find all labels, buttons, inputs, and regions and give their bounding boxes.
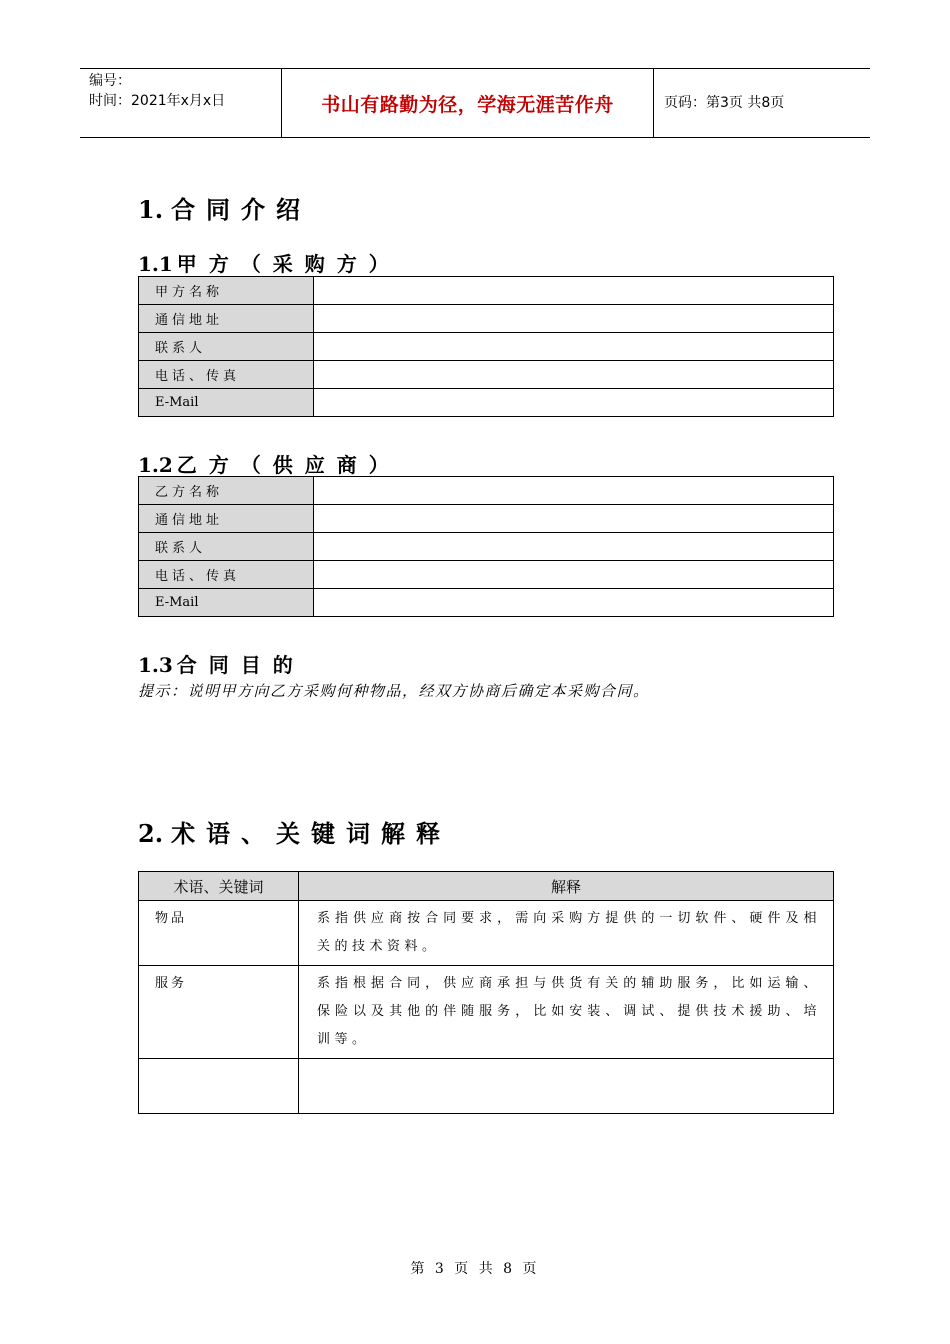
- terms-column-header-explanation: 解释: [299, 872, 834, 901]
- party-a-contact-field[interactable]: [314, 333, 834, 361]
- table-row: [139, 1059, 834, 1114]
- party-b-title: 乙方（供应商）: [176, 453, 401, 477]
- party-b-name-field[interactable]: [314, 477, 834, 505]
- party-a-name-label: 甲方名称: [139, 277, 314, 305]
- section-1-number: 1.: [138, 195, 164, 224]
- page-header: [80, 68, 870, 138]
- page-footer: 第 3 页 共 8 页: [410, 1261, 540, 1277]
- term-explanation-cell: 系指供应商按合同要求，需向采购方提供的一切软件、硬件及相关的技术资料。: [299, 901, 834, 966]
- party-a-table: [138, 276, 834, 417]
- party-b-address-label: 通信地址: [139, 505, 314, 533]
- purpose-heading: [138, 649, 305, 678]
- table-row: [139, 305, 834, 333]
- party-b-table: [138, 476, 834, 617]
- table-row: [139, 477, 834, 505]
- party-a-email-field[interactable]: [314, 389, 834, 417]
- party-a-title: 甲方（采购方）: [176, 252, 401, 276]
- term-cell: 服务: [139, 966, 299, 1059]
- term-cell: 物品: [139, 901, 299, 966]
- term-explanation-cell[interactable]: [299, 1059, 834, 1114]
- document-date-label: 时间：2021年x月x日: [89, 93, 226, 109]
- party-a-contact-label: 联系人: [139, 333, 314, 361]
- header-center-cell: [282, 69, 654, 137]
- terms-table: [138, 871, 834, 1114]
- purpose-hint: 提示：说明甲方向乙方采购何种物品，经双方协商后确定本采购合同。: [138, 682, 650, 700]
- table-row: [139, 333, 834, 361]
- header-page-label: 页码：第3页 共8页: [664, 95, 785, 111]
- party-a-email-label: E-Mail: [139, 389, 314, 417]
- section-2-heading: [138, 814, 451, 849]
- party-a-address-field[interactable]: [314, 305, 834, 333]
- section-2-title: 术语、关键词解释: [171, 819, 452, 848]
- party-b-address-field[interactable]: [314, 505, 834, 533]
- section-2-number: 2.: [138, 819, 164, 848]
- term-explanation-cell: 系指根据合同，供应商承担与供货有关的辅助服务，比如运输、保险以及其他的伴随服务，比如安装、调试、提供技术援助、培训等。: [299, 966, 834, 1059]
- header-right-cell: [654, 69, 870, 137]
- purpose-number: 1.3: [138, 653, 173, 677]
- table-row: [139, 966, 834, 1059]
- party-b-number: 1.2: [138, 453, 173, 477]
- document-number-label: 编号：: [89, 73, 131, 89]
- term-cell[interactable]: [139, 1059, 299, 1114]
- party-b-name-label: 乙方名称: [139, 477, 314, 505]
- party-b-phone-field[interactable]: [314, 561, 834, 589]
- header-left-cell: [80, 69, 282, 137]
- party-a-phone-field[interactable]: [314, 361, 834, 389]
- table-row: [139, 361, 834, 389]
- table-row: [139, 533, 834, 561]
- party-b-email-field[interactable]: [314, 589, 834, 617]
- section-1-heading: [138, 190, 311, 225]
- terms-column-header-term: 术语、关键词: [139, 872, 299, 901]
- purpose-title: 合同目的: [176, 653, 305, 677]
- party-a-number: 1.1: [138, 252, 173, 276]
- section-1-title: 合同介绍: [171, 195, 312, 224]
- party-a-heading: [138, 248, 401, 277]
- table-row: [139, 505, 834, 533]
- party-a-address-label: 通信地址: [139, 305, 314, 333]
- party-a-phone-label: 电话、传真: [139, 361, 314, 389]
- table-row: [139, 901, 834, 966]
- party-b-heading: [138, 449, 401, 478]
- party-a-name-field[interactable]: [314, 277, 834, 305]
- table-row: [139, 277, 834, 305]
- table-row: [139, 561, 834, 589]
- table-row: [139, 589, 834, 617]
- party-b-contact-field[interactable]: [314, 533, 834, 561]
- party-b-contact-label: 联系人: [139, 533, 314, 561]
- party-b-phone-label: 电话、传真: [139, 561, 314, 589]
- table-row: [139, 389, 834, 417]
- table-header-row: [139, 872, 834, 901]
- header-motto: 书山有路勤为径，学海无涯苦作舟: [321, 93, 614, 116]
- party-b-email-label: E-Mail: [139, 589, 314, 617]
